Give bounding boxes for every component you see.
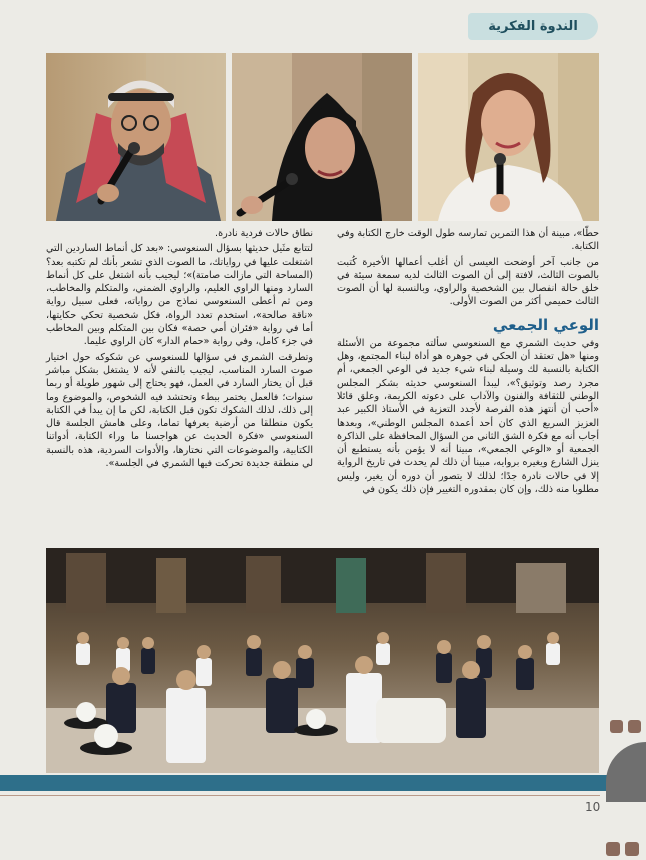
speaker-photo-man	[46, 53, 226, 221]
paragraph: وتطرقت الشمري في سؤالها للسنعوسي عن شكوكه حول اختيار صوت السارد المناسب، ليجيب بالنفي لأنه لا يشتغل بشكل مباشر قبل أن يختار السارد في العمل، فهو يحتاج إلى شهور طويلة أو ربما سنوات؛ فالعمل يختمر ببطء وتحتشد فيه الشخوص، والموضوع وما إلى ذلك، لذلك الشكوك تكون قبل الكتابة، لكن ما إن يبدأ في الكتابة يكون منطلقا من أرضية يعرفها تماما، وعلى هامش الجلسة قال السنعوسي «فكرة الحديث عن هواجسنا ما وراء الكتابة، أدواتنا الكتابية، والموضوعات التي نختارها، والأدوات السردية، هذه بالنسبة لي منطقة جديدة تحركت فيها الشمري في الجلسة».	[46, 351, 313, 470]
paragraph: نطاق حالات فردية نادرة.	[215, 228, 313, 239]
audience-event-photo	[46, 548, 599, 773]
decorative-square	[628, 720, 641, 733]
paragraph: وفي حديث الشمري مع السنعوسي سألته مجموعة من الأسئلة ومنها «هل تعتقد أن الحكي في جوهره هو أداة لبناء المجتمع، وهل الكتابة بالنسبة لك وسيلة لبناء شيء جديد في الوعي الجمعي، أم مجرد رصد وتوثيق؟»، ليبدأ السنعوسي حديثه بشكر المجلس الوطني للثقافة والفنون والآداب على دعوته الكريمة، وعلق قائلا «أحب أن أنتهز هذه الفرصة لأجدد التعزية في الأستاذ الكبير عبد العزيز السريع الذي كان أحد أعمدة المجلس الوطني»، وبعدها أجاب أنه مع فكرة الشق الثاني من السؤال المحافظة على الذاكرة الجمعية أو «الوعي الجمعي»، مبينا أنه لا يؤمن بأنه يستطيع أن ينزل الشارع ويغيره بروايه، مبينا أن ذلك لم يحدث في تاريخ الرواية إلا في حالات نادرة جدًا؛ لذلك لا يتصور أن دوره أن يغير، وليس مطلوبا منه ذلك، وإن كان بمقدوره التغيير فإن ذلك يكون في	[337, 337, 599, 496]
decorative-square	[610, 720, 623, 733]
page-number: 10	[585, 800, 601, 814]
footer-bar	[0, 775, 646, 791]
text-column-right	[337, 227, 599, 498]
footer-divider	[0, 795, 600, 796]
speaker-photo-woman-white	[418, 53, 599, 221]
section-title-tab: الندوة الفكرية	[468, 13, 598, 40]
decorative-square	[625, 842, 639, 856]
decorative-square	[606, 842, 620, 856]
paragraph: من جانب آخر أوضحت العيسى أن أغلب أعمالها الأخيرة كُتبت بالصوت الثالث، لافتة إلى أن الصوت الثالث لديه سمعة سيئة في خلق حالة انفصال بين الشخصية والراوي، وبالنسبة لها أن الصوت الثالث حميمي أكثر من الصوت الأولى.	[337, 256, 599, 308]
speaker-photo-woman-abaya	[232, 53, 412, 221]
paragraph: حطّا»، مبينة أن هذا التمرين تمارسه طول الوقت خارج الكتابة وفي الكتابة.	[337, 228, 599, 253]
section-heading: الوعي الجمعي	[492, 315, 599, 334]
text-column-left	[46, 227, 313, 472]
decorative-curve	[606, 742, 646, 802]
paragraph: لتتابع مثَيل حديثها بسؤال السنعوسي: «بعد كل أنماط الساردين التي اشتغلت عليها في رواياتك، ما الصوت الذي تشعر بأنك لم تكتبه بعد؟ (المساحة التي مازالت صامتة)»؛ ليجيب بأنه اشتغل على كل أنماط السارد ومنها الراوي العليم، والراوي الضمني، والمتكلم والمخاطب، ومن ثم أعطى السنعوسي نماذج من رواياته، فعلى سبيل رواية «ناقة صالحة»، استخدم تعدد الرواة، فكل شخصية تحكي حكايتها، أما في رواية «فئران أمي حصة» فكان بين المتكلم وبين المخاطب في جزء كامل، وفي رواية «حمام الدار» كان الراوي عليما.	[46, 243, 313, 348]
